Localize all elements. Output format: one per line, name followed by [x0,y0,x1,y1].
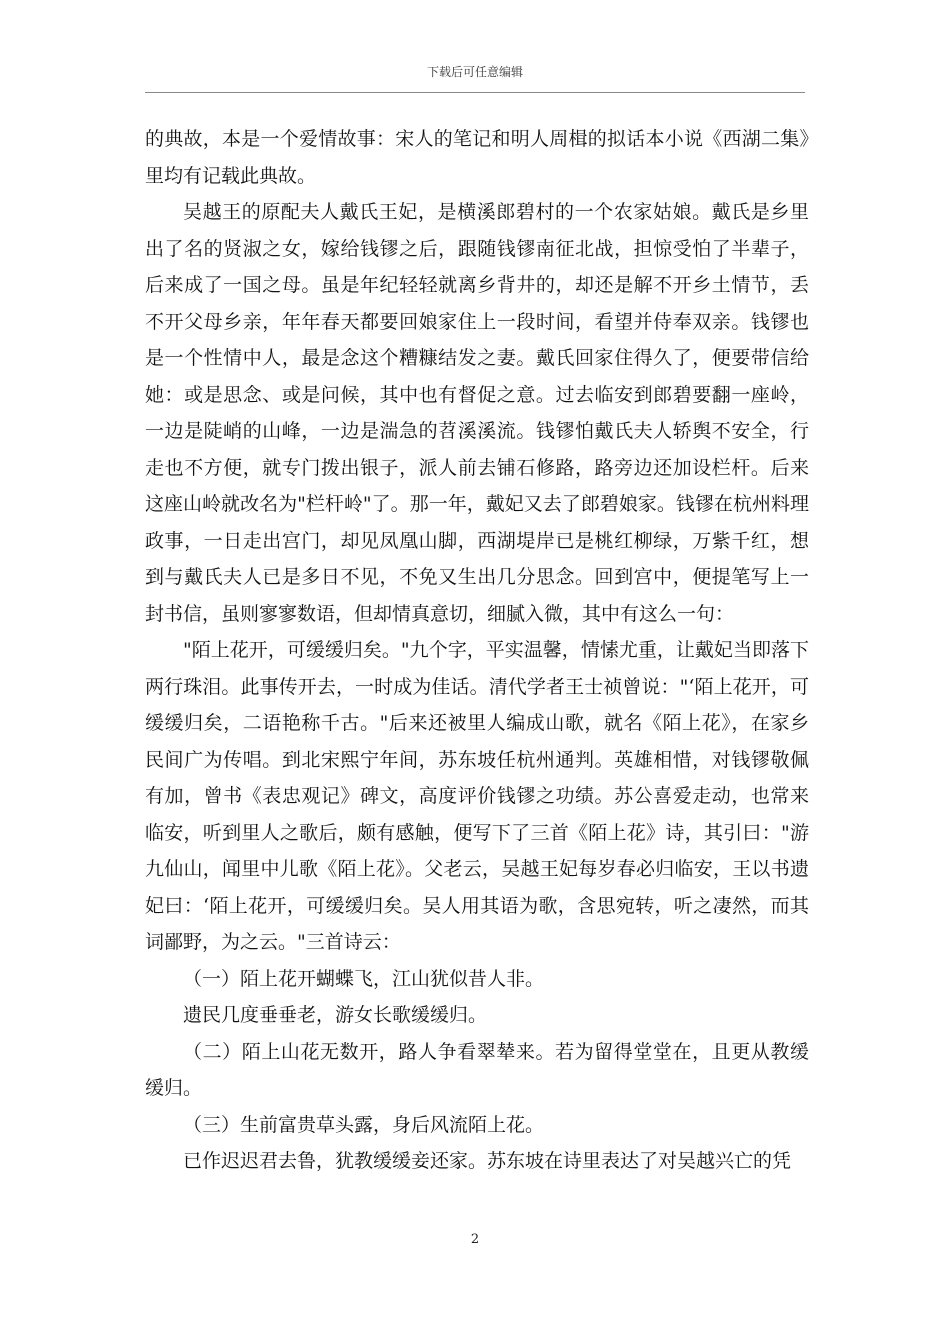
paragraph-wuyue-queen: 吴越王的原配夫人戴氏王妃，是横溪郎碧村的一个农家姑娘。戴氏是乡里出了名的贤淑之女，嫁给钱镠之后，跟随钱镠南征北战，担惊受怕了半辈子，后来成了一国之母。虽是年纪轻轻就离乡背井的，却还是解不开乡土情节，丢不开父母乡亲，年年春天都要回娘家住上一段时间，看望并侍奉双亲。钱镠也是一个性情中人，最是念这个糟糠结发之妻。戴氏回家住得久了，便要带信给她：或是思念、或是问候，其中也有督促之意。过去临安到郎碧要翻一座岭，一边是陡峭的山峰，一边是湍急的苕溪溪流。钱镠怕戴氏夫人轿舆不安全，行走也不方便，就专门拨出银子，派人前去铺石修路，路旁边还加设栏杆。后来这座山岭就改名为"栏杆岭"了。那一年，戴妃又去了郎碧娘家。钱镠在杭州料理政事，一日走出宫门，却见凤凰山脚，西湖堤岸已是桃红柳绿，万紫千红，想到与戴氏夫人已是多日不见，不免又生出几分思念。回到宫中，便提笔写上一封书信，虽则寥寥数语，但却情真意切，细腻入微，其中有这么一句： [145,201,809,625]
poem-line-3: （二）陌上山花无数开，路人争看翠辇来。若为留得堂堂在，且更从教缓缓归。 [145,1040,809,1099]
paragraph-mo-shang-hua: "陌上花开，可缓缓归矣。"九个字，平实温馨，情愫尤重，让戴妃当即落下两行珠泪。此事传开去，一时成为佳话。清代学者王士祯曾说："‘陌上花开，可缓缓归矣，二语艳称千古。"后来还被里人编成山歌，就名《陌上花》，在家乡民间广为传唱。到北宋熙宁年间，苏东坡任杭州通判。英雄相惜，对钱镠敬佩有加，曾书《表忠观记》碑文，高度评价钱镠之功绩。苏公喜爱走动，也常来临安，听到里人之歌后，颇有感触，便写下了三首《陌上花》诗，其引曰："游九仙山，闻里中儿歌《陌上花》。父老云，吴越王妃每岁春必归临安，王以书遗妃曰：‘陌上花开，可缓缓归矣。吴人用其语为歌，含思宛转，听之凄然，而其词鄙野，为之云。"三首诗云： [145,639,809,953]
page-header: 下载后可任意编辑 [426,65,523,79]
paragraph-closing: 已作迟迟君去鲁，犹教缓缓妾还家。苏东坡在诗里表达了对吴越兴亡的凭 [183,1150,792,1172]
poem-line-2: 遗民几度垂垂老，游女长歌缓缓归。 [183,1004,488,1026]
paragraph-continuation: 的典故，本是一个爱情故事：宋人的笔记和明人周楫的拟话本小说《西湖二集》里均有记载此典故。 [145,128,809,187]
page-number: 2 [470,1232,480,1247]
poem-line-1: （一）陌上花开蝴蝶飞，江山犹似昔人非。 [183,967,545,990]
header-divider [145,92,805,93]
poem-line-4: （三）生前富贵草头露，身后风流陌上花。 [183,1113,545,1136]
document-body [145,121,809,1180]
